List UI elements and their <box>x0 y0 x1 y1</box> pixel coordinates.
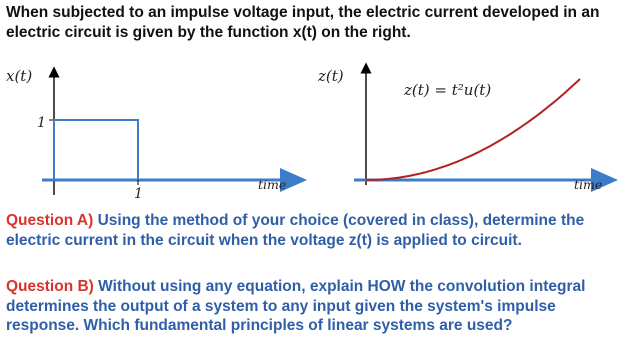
left-ytick-label: 1 <box>37 115 46 131</box>
right-ylabel: z(t) <box>318 67 344 85</box>
left-ylabel: x(t) <box>6 67 33 85</box>
plots-area <box>0 58 626 208</box>
question-b-text: Without using any equation, explain HOW the convolution integral determines the output of a system to any input given the system's impulse response. Which fundamental principles of linear systems are used? <box>6 278 586 334</box>
plots-svg <box>0 58 626 208</box>
left-xtick-label: 1 <box>134 186 143 202</box>
question-a <box>6 211 620 250</box>
problem-intro: When subjected to an impulse voltage input, the electric current developed in an electric circuit is given by the function x(t) on the right. <box>6 4 600 41</box>
question-b <box>6 277 620 336</box>
left-xlabel: time <box>258 177 287 192</box>
right-xlabel: time <box>574 177 603 192</box>
question-a-label: Question A) <box>6 212 94 229</box>
equation-label: z(t) = t²u(t) <box>404 81 492 99</box>
question-a-text: Using the method of your choice (covered in class), determine the electric current in the circuit when the voltage z(t) is applied to circuit. <box>6 212 585 249</box>
question-b-label: Question B) <box>6 278 94 295</box>
pulse-signal <box>54 120 138 180</box>
